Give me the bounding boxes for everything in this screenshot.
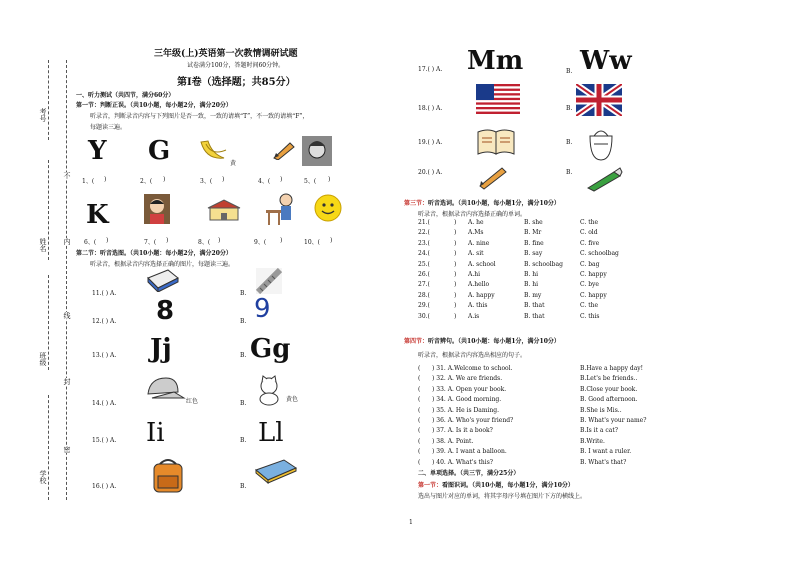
sentence-option[interactable]: ) 33. A. Open your book. [432,385,507,393]
word-option[interactable]: A. happy [468,291,495,299]
q12-label[interactable]: 12.( ) A. [92,318,117,325]
question-number: 29.( [418,302,430,310]
margin-line-4 [48,395,49,500]
word-option[interactable]: B. she [524,219,543,226]
subsection-1-instruction-2: 每题读三遍。 [90,124,127,131]
q5-label: 5、( [304,178,317,185]
q9-close[interactable]: ) [280,237,283,244]
section-listening: 一、听力测试（共四节，满分60分） [76,92,175,99]
q20-b[interactable]: B. [566,169,573,176]
q14-b[interactable]: B. [240,400,247,407]
letters-ii: Ii [146,418,165,448]
sentence-option[interactable]: B.Write. [580,437,605,445]
sentence-option[interactable]: ) 34. A. Good morning. [432,396,502,404]
girl-photo-icon [302,136,332,166]
word-option[interactable]: A. this [468,302,488,310]
sentence-option[interactable]: B.Have a happy day! [580,365,644,372]
cap-icon [144,376,186,402]
book-icon [476,126,516,156]
usa-flag-icon [476,84,520,114]
seal-char-mi: 密 [63,446,71,453]
answer-blank[interactable]: ( [418,365,421,372]
answer-blank[interactable]: ) [454,229,457,237]
seal-char-feng: 封 [63,378,71,385]
sentence-option[interactable]: B.Is it a cat? [580,427,618,435]
sentence-option[interactable]: B. Good afternoon. [580,396,638,404]
letters-jj: Jj [150,334,172,364]
subsection-4-instruction: 听录音，根据录音内容选出相应的句子。 [418,352,527,359]
q19-label[interactable]: 19.( ) A. [418,139,443,146]
word-option[interactable]: C. happy [580,291,607,299]
word-option[interactable]: B. say [524,250,543,258]
ruler-icon [254,266,284,296]
subsection-5-text: 看图识词。（共10小题，每小题1分，满分10分） [442,482,574,489]
sentence-option[interactable]: B.She is Mis.. [580,406,622,414]
margin-label-kaohao: 考号 [39,108,47,122]
answer-blank[interactable]: ( [418,375,421,383]
section-single-choice: 二、单项选择。（共三节，满分25分） [418,470,520,477]
banana-caption: 黄 [230,160,237,167]
question-number: 25.( [418,260,430,268]
margin-line-2 [48,160,49,260]
subsection-3-label: 第三节： [404,200,429,207]
pen-icon [584,166,624,192]
subsection-4-label: 第四节： [404,338,429,345]
word-option[interactable]: B. my [524,291,542,299]
subsection-1-instruction: 听录音，判断录音内容与下列图片是否一致，一致的请填“T”，不一致的请填“F”， [90,113,309,120]
margin-label-xuexiao: 学校 [39,470,47,484]
seal-line [66,60,67,500]
answer-blank[interactable]: ( [418,396,421,404]
sentence-option[interactable]: ) 35. A. He is Daming. [432,406,500,414]
answer-blank[interactable]: ( [418,427,421,435]
sentence-option[interactable]: ) 40. A. What's this? [432,458,493,466]
page-title: 三年级(上)英语第一次教情调研试题 [154,49,298,59]
q7-label: 7、( [144,239,157,246]
answer-blank[interactable]: ( [418,437,421,445]
word-option[interactable]: A. nine [468,239,490,247]
answer-blank[interactable]: ) [454,250,457,258]
sentence-option[interactable]: ) 36. A. Who's your friend? [432,417,514,424]
answer-blank[interactable]: ) [454,219,457,226]
q20-label[interactable]: 20.( ) A. [418,169,443,176]
word-option[interactable]: A. school [468,260,496,268]
q1-close[interactable]: ) [104,176,107,183]
smiley-icon [314,194,342,222]
letters-ll: Ll [258,418,284,448]
school-building-icon [206,198,242,222]
subsection-3 [404,198,560,207]
schoolbag-icon [148,456,188,494]
number-8: 8 [156,296,175,326]
q16-b[interactable]: B. [240,483,247,490]
q3-close[interactable]: ) [222,176,225,183]
q7-close[interactable]: ) [166,237,169,244]
q2-close[interactable]: ) [163,176,166,183]
q15-b[interactable]: B. [240,437,247,444]
word-option[interactable]: C. five [580,239,600,247]
answer-blank[interactable]: ( [418,417,421,424]
answer-blank[interactable]: ( [418,458,421,466]
q17-b[interactable]: B. [566,68,573,75]
word-option[interactable]: C. happy [580,271,607,278]
word-option[interactable]: B. hi [524,281,539,289]
question-number: 23.( [418,239,430,247]
girl-portrait-icon [144,194,170,224]
word-option[interactable]: A.hello [468,281,490,289]
question-number: 28.( [418,291,430,299]
q8-close[interactable]: ) [218,237,221,244]
word-option[interactable]: C. the [580,302,599,310]
sentence-option[interactable]: B.Close your book. [580,385,638,393]
word-option[interactable]: C. bag [580,260,600,268]
sentence-option[interactable]: B. What's your name? [580,417,647,424]
seal-char-xian: 线 [63,312,71,319]
page-number: 1 [409,519,413,526]
sentence-option[interactable]: ) 38. A. Point. [432,437,474,445]
q14-label[interactable]: 14.( ) A. [92,400,117,407]
subsection-5 [418,480,574,489]
q15-label[interactable]: 15.( ) A. [92,437,117,444]
q18-b[interactable]: B. [566,105,573,112]
subsection-5-label: 第一节： [418,482,443,489]
word-option[interactable]: B. that [524,312,545,320]
word-option[interactable]: A.is [468,312,480,320]
word-option[interactable]: B. hi [524,271,539,278]
answer-blank[interactable]: ) [454,260,457,268]
part-heading: 第Ⅰ卷（选择题；共85分） [177,77,296,88]
q8-label: 8、( [198,239,211,246]
answer-blank[interactable]: ) [454,271,457,278]
question-number: 26.( [418,271,430,278]
banana-icon [198,138,228,164]
margin-line-1 [48,60,49,140]
q10-label: 10、( [304,239,320,246]
cat-icon [254,374,284,406]
q13-b[interactable]: B. [240,352,247,359]
word-option[interactable]: B. schoolbag [524,260,563,268]
q10-close[interactable]: ) [330,237,333,244]
q4-label: 4、( [258,178,271,185]
sentence-option[interactable]: ) 37. A. Is it a book? [432,427,493,435]
student-desk-icon [264,192,296,226]
q11-b[interactable]: B. [240,290,247,297]
cap-color-caption: 红色 [186,398,199,405]
answer-blank[interactable]: ) [454,291,457,299]
subsection-4 [404,336,560,345]
answer-blank[interactable]: ( [418,448,421,456]
q5-close[interactable]: ) [328,176,331,183]
q9-label: 9、( [254,239,267,246]
question-number: 22.( [418,229,430,237]
q6-close[interactable]: ) [106,237,109,244]
q13-label[interactable]: 13.( ) A. [92,352,117,359]
margin-line-3 [48,275,49,370]
number-9: 9 [254,294,271,324]
question-number: 21.( [418,219,430,226]
question-number: 24.( [418,250,430,258]
word-option[interactable]: C. schoolbag [580,250,619,258]
q11-label[interactable]: 11.( ) A. [92,290,117,297]
letters-ww: Ww [580,46,632,76]
word-option[interactable]: C. the [580,219,599,226]
seal-char-bu: 不 [63,172,71,179]
q17-label[interactable]: 17.( ) A. [418,66,443,73]
sentence-option[interactable]: ) 39. A. I want a balloon. [432,448,507,456]
q16-label[interactable]: 16.( ) A. [92,483,117,490]
letter-k: K [86,200,109,230]
subsection-3-instruction: 听录音，根据录音内容选择正确的单词。 [418,211,527,218]
pencil-icon [272,140,296,160]
answer-blank[interactable]: ) [454,239,457,247]
answer-blank[interactable]: ) [454,302,457,310]
subsection-2: 第二节：听音选图。（共10小题：每小题2分，满分20分） [76,250,232,257]
q4-close[interactable]: ) [280,176,283,183]
sentence-option[interactable]: B.Let's be friends.. [580,375,638,383]
answer-blank[interactable]: ) [454,281,457,289]
uk-flag-icon [576,84,622,116]
answer-blank[interactable]: ( [418,406,421,414]
pencil-box-icon [254,458,298,484]
word-option[interactable]: C. bye [580,281,599,289]
word-option[interactable]: B. Mr [524,229,542,237]
question-number: 27.( [418,281,430,289]
eraser-icon [146,268,180,292]
subsection-5-instruction: 选出与图片对应的单词，将其字母序号填在图片下方的横线上。 [418,493,587,500]
word-option[interactable]: B. fine [524,239,544,247]
sentence-option[interactable]: B. I want a ruler. [580,448,632,456]
letters-mm: Mm [467,46,524,76]
q1-label: 1、( [82,178,95,185]
question-number: 30.( [418,312,430,320]
sentence-option[interactable]: B. What's that? [580,458,627,466]
word-option[interactable]: C. this [580,312,600,320]
q6-label: 6、( [84,239,97,246]
word-option[interactable]: A. he [468,219,484,226]
sentence-option[interactable]: ) 31. A.Welcome to school. [432,365,513,372]
cat-color-caption: 黄色 [286,396,299,403]
q19-b[interactable]: B. [566,139,573,146]
pencil-right-icon [476,164,510,190]
q12-b[interactable]: B. [240,318,247,325]
letter-y: Y [88,136,107,166]
q2-label: 2、( [140,178,153,185]
word-option[interactable]: A. sit [468,250,484,258]
margin-label-xingming: 姓名 [39,238,47,252]
seal-char-nei: 内 [63,238,71,245]
letter-g: G [148,136,171,166]
word-option[interactable]: B. that [524,302,545,310]
subsection-2-instruction: 听录音，根据录音内容选择正确的图片，每题读三遍。 [90,261,235,268]
q3-label: 3、( [200,178,213,185]
margin-label-banji: 班级 [39,352,47,366]
word-option[interactable]: A.hi [468,271,481,278]
subsection-3-text: 听音选词。（共10小题，每小题1分，满分10分） [428,200,560,207]
letters-gg: Gg [250,334,291,364]
subsection-1: 第一节：判断正误。（共10小题，每小题2分，满分20分） [76,102,232,109]
bag-sketch-icon [584,124,618,162]
page-subtitle: 试卷满分100分，答题时间60分钟。 [187,62,285,69]
word-option[interactable]: C. old [580,229,598,237]
word-option[interactable]: A.Ms [468,229,484,237]
answer-blank[interactable]: ) [454,312,457,320]
sentence-option[interactable]: ) 32. A. We are friends. [432,375,503,383]
subsection-4-text: 听音辨句。（共10小题：每小题1分，满分10分） [428,338,560,345]
answer-blank[interactable]: ( [418,385,421,393]
q18-label[interactable]: 18.( ) A. [418,105,443,112]
